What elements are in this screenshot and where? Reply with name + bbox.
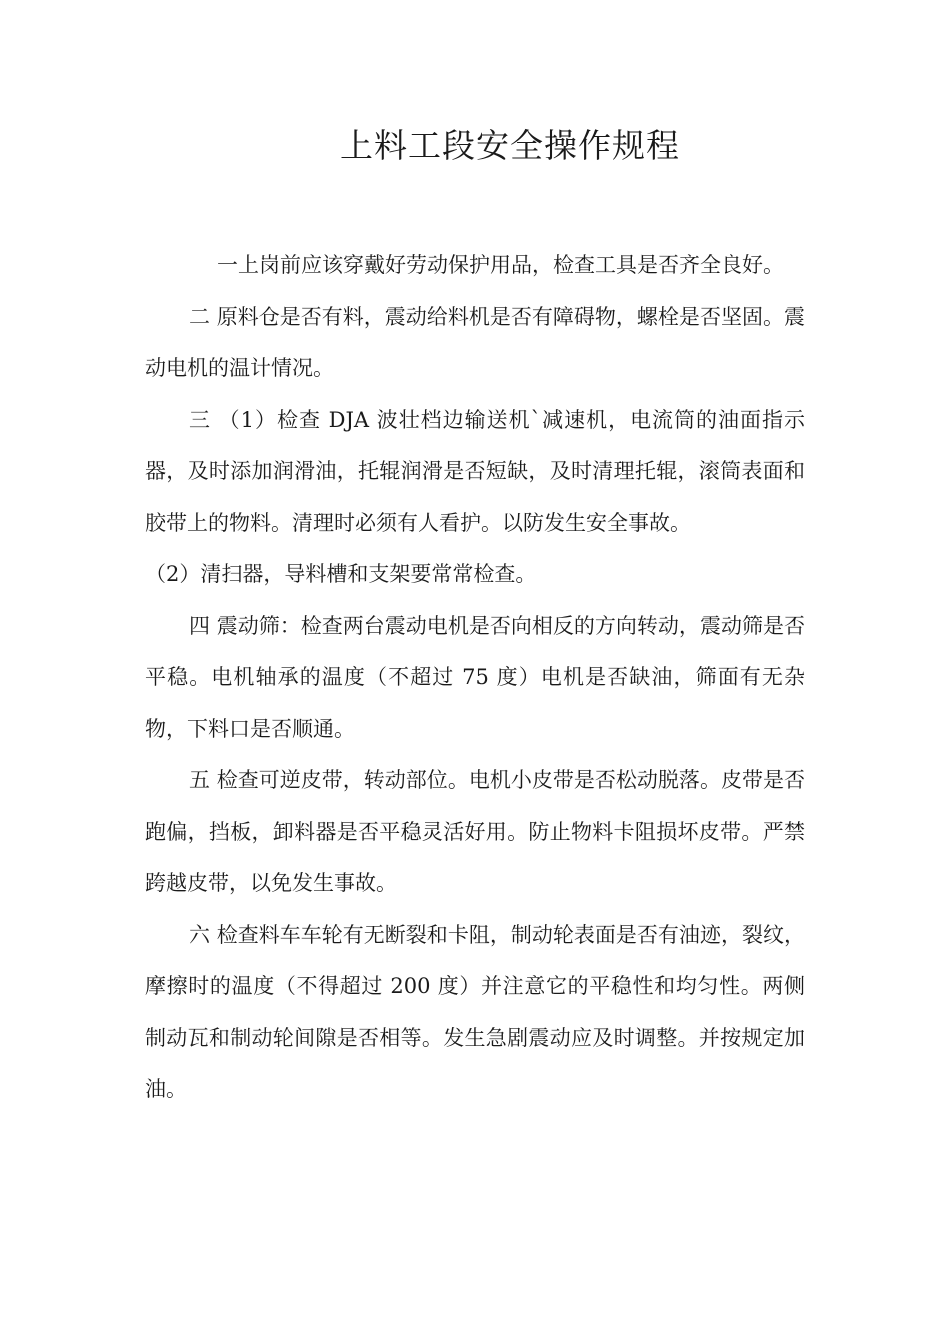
paragraph-2: 二 原料仓是否有料，震动给料机是否有障碍物，螺栓是否坚固。震动电机的温计情况。: [145, 304, 805, 380]
document-title: 上料工段安全操作规程: [340, 126, 680, 165]
paragraph-3: 三 （1）检查 DJA 波壮档边输送机`减速机，电流筒的油面指示器，及时添加润滑油，托辊润滑是否短缺，及时清理托辊，滚筒表面和胶带上的物料。清理时必须有人看护。以防发生安全事故。: [145, 407, 805, 535]
document-body: [145, 240, 805, 1116]
paragraph-3-sub-2: （2）清扫器，导料槽和支架要常常检查。: [145, 562, 537, 586]
paragraph-4: 四 震动筛：检查两台震动电机是否向相反的方向转动，震动筛是否平稳。电机轴承的温度（不超过 75 度）电机是否缺油，筛面有无杂物，下料口是否顺通。: [145, 613, 805, 741]
paragraph-5: 五 检查可逆皮带，转动部位。电机小皮带是否松动脱落。皮带是否跑偏，挡板，卸料器是否平稳灵活好用。防止物料卡阻损坏皮带。严禁跨越皮带，以免发生事故。: [145, 768, 805, 895]
paragraph-6: 六 检查料车车轮有无断裂和卡阻，制动轮表面是否有油迹，裂纹，摩擦时的温度（不得超过 200 度）并注意它的平稳性和均匀性。两侧制动瓦和制动轮间隙是否相等。发生急剧震动应及时调整。并按规定加油。: [145, 922, 805, 1101]
paragraph-1: 一上岗前应该穿戴好劳动保护用品，检查工具是否齐全良好。: [217, 253, 784, 277]
